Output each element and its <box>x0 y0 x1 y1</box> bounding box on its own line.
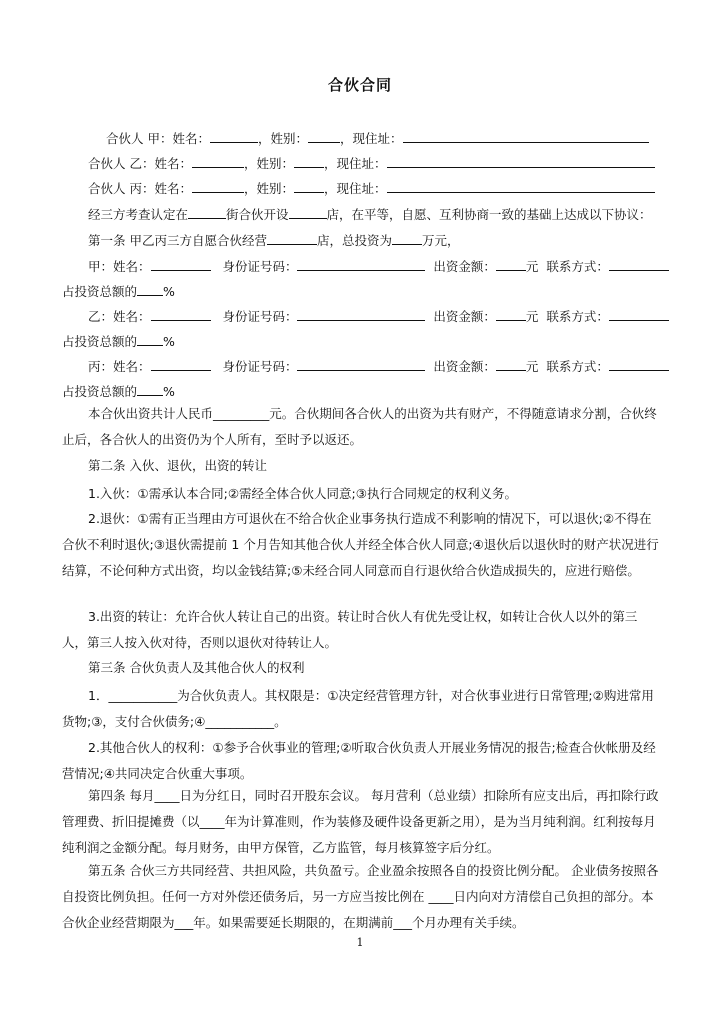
address-blank <box>387 154 655 168</box>
intro-line <box>88 205 652 223</box>
article-5: 第五条 合伙三方共同经营、共担风险，共负盈亏。企业盈余按照各自的投资比例分配。 企业债务按照各自投资比例负担。任何一方对外偿还债务后，另一方应当按比例在 ____日内向对方清偿自己负担的部分。本合伙企业经营期限为___年。如果需要延长期限的，在期满前___个月办理有关手续。 <box>62 863 659 930</box>
article-2-item-2: 2.退伙：①需有正当理由方可退伙在不给合伙企业事务执行造成不利影响的情况下，可以退伙;②不得在合伙不利时退伙;③退伙需提前 1 个月告知其他合伙人并经全体合伙人同意;④退伙后以退伙时的财产状况进行结算，不论何种方式出资，均以金钱结算;⑤未经合同人同意而自行退伙给合伙造成损失的，应进行赔偿。 <box>62 511 659 578</box>
article-3-item-1: 1．___________为合伙负责人。其权限是：①决定经营管理方针，对合伙事业进行日常管理;②购进常用货物;③，支付合伙债务;④___________。 <box>62 688 654 729</box>
article-3-title: 第三条 合伙负责人及其他合伙人的权利 <box>88 660 305 675</box>
amount-blank <box>496 307 526 321</box>
partner-c-label: 合伙人 丙：姓名： <box>88 181 192 196</box>
intro-text-2: 街合伙开设 <box>226 207 289 222</box>
page-number: 1 <box>356 936 364 949</box>
investor-bing-line <box>88 357 669 375</box>
shop-name-blank <box>267 231 317 245</box>
partner-a-line <box>106 129 649 147</box>
name-blank <box>151 257 211 271</box>
gender-blank <box>294 179 324 193</box>
yuan-unit: 元 <box>525 359 539 374</box>
amount-label: 出资金额： <box>433 359 496 374</box>
gender-blank <box>294 154 324 168</box>
percent-sign: % <box>163 284 175 299</box>
document-title: 合伙合同 <box>327 76 392 94</box>
ratio-label: 占投资总额的 <box>62 284 138 299</box>
contact-label: 联系方式： <box>546 309 609 324</box>
capital-paragraph: 本合伙出资共计人民币_________元。合伙期间各合伙人的出资为共有财产，不得随意请求分割，合伙终止后，各合伙人的出资仍为个人所有，至时予以返还。 <box>62 406 657 447</box>
amount-label: 出资金额： <box>433 309 496 324</box>
investor-yi-ratio <box>62 332 175 350</box>
ratio-label: 占投资总额的 <box>62 334 138 349</box>
contact-blank <box>609 257 669 271</box>
id-label: 身份证号码： <box>222 309 298 324</box>
contact-label: 联系方式： <box>546 359 609 374</box>
article-4: 第四条 每月____日为分红日，同时召开股东会议。 每月营利（总业绩）扣除所有应支出后，再扣除行政管理费、折旧提摊费（以____年为计算准则，作为装修及硬件设备更新之用），是为当月纯利润。红利按每月纯利润之金额分配。每月财务，由甲方保管，乙方监管，每月核算签字后分红。 <box>62 788 659 855</box>
article-2-item-1: 1.入伙：①需承认本合同;②需经全体合伙人同意;③执行合同规定的权利义务。 <box>88 486 517 501</box>
investor-jia-label: 甲：姓名： <box>88 259 151 274</box>
name-blank <box>151 357 211 371</box>
amount-blank <box>496 357 526 371</box>
partner-c-line <box>88 179 655 197</box>
investor-yi-line <box>88 307 669 325</box>
article-1-text-1: 第一条 甲乙丙三方自愿合伙经营 <box>88 233 267 248</box>
name-blank <box>210 129 258 143</box>
article-3-item-2: 2.其他合伙人的权利：①参予合伙事业的管理;②听取合伙负责人开展业务情况的报告;检查合伙帐册及经营情况;④共同决定合伙重大事项。 <box>62 740 656 781</box>
investor-yi-label: 乙：姓名： <box>88 309 151 324</box>
id-blank <box>297 357 425 371</box>
contact-label: 联系方式： <box>546 259 609 274</box>
contact-blank <box>609 307 669 321</box>
investor-bing-label: 丙：姓名： <box>88 359 151 374</box>
name-blank <box>192 154 244 168</box>
address-label: ，现住址： <box>340 131 403 146</box>
investor-jia-line <box>88 257 669 275</box>
street-blank <box>188 205 226 219</box>
gender-label: ，姓别： <box>243 156 294 171</box>
intro-text-3: 店，在平等，自愿、互利协商一致的基础上达成以下协议： <box>326 207 652 222</box>
partner-a-label: 合伙人 甲：姓名： <box>106 131 210 146</box>
percent-sign: % <box>163 384 175 399</box>
yuan-unit: 元 <box>525 309 539 324</box>
address-label: ，现住址： <box>324 181 387 196</box>
address-blank <box>387 179 655 193</box>
ratio-blank <box>137 382 163 396</box>
name-blank <box>151 307 211 321</box>
article-1-text-2: 店，总投资为 <box>316 233 392 248</box>
gender-label: ，姓别： <box>257 131 308 146</box>
address-blank <box>403 129 649 143</box>
percent-sign: % <box>163 334 175 349</box>
article-1-text-3: 万元， <box>422 233 460 248</box>
partner-b-line <box>88 154 655 172</box>
amount-blank <box>496 257 526 271</box>
investor-bing-ratio <box>62 382 175 400</box>
gender-label: ，姓别： <box>243 181 294 196</box>
ratio-blank <box>137 282 163 296</box>
investor-jia-ratio <box>62 282 175 300</box>
gender-blank <box>308 129 340 143</box>
name-blank <box>192 179 244 193</box>
article-2-item-3: 3.出资的转让：允许合伙人转让自己的出资。转让时合伙人有优先受让权，如转让合伙人以外的第三人，第三人按入伙对待，否则以退伙对待转让人。 <box>62 609 638 650</box>
amount-label: 出资金额： <box>433 259 496 274</box>
id-blank <box>297 257 425 271</box>
intro-text-1: 经三方考查认定在 <box>88 207 189 222</box>
address-label: ，现住址： <box>324 156 387 171</box>
partner-b-label: 合伙人 乙：姓名： <box>88 156 192 171</box>
contact-blank <box>609 357 669 371</box>
yuan-unit: 元 <box>525 259 539 274</box>
ratio-blank <box>137 332 163 346</box>
article-2-title: 第二条 入伙、退伙，出资的转让 <box>88 458 267 473</box>
investment-blank <box>392 231 422 245</box>
id-label: 身份证号码： <box>222 259 298 274</box>
id-blank <box>297 307 425 321</box>
ratio-label: 占投资总额的 <box>62 384 138 399</box>
shop-blank <box>289 205 327 219</box>
id-label: 身份证号码： <box>222 359 298 374</box>
article-1-line <box>88 231 460 249</box>
